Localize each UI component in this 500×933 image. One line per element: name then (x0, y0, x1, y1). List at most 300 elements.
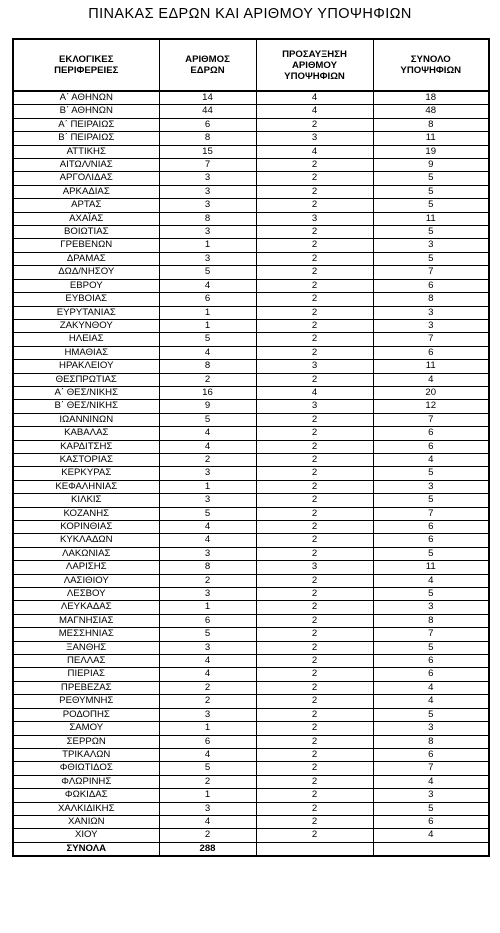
cell-seats: 8 (159, 212, 256, 225)
cell-region: ΜΕΣΣΗΝΙΑΣ (13, 628, 159, 641)
cell-total: 5 (373, 172, 489, 185)
table-row (13, 132, 489, 145)
table-row (13, 762, 489, 775)
cell-seats: 1 (159, 480, 256, 493)
cell-region: ΚΑΣΤΟΡΙΑΣ (13, 453, 159, 466)
cell-region: ΗΛΕΙΑΣ (13, 333, 159, 346)
table-row (13, 386, 489, 399)
cell-increase: 2 (256, 306, 373, 319)
cell-seats: 2 (159, 681, 256, 694)
table-row (13, 507, 489, 520)
cell-total: 8 (373, 293, 489, 306)
cell-seats: 9 (159, 400, 256, 413)
cell-seats: 6 (159, 118, 256, 131)
cell-region: Α΄ ΠΕΙΡΑΙΩΣ (13, 118, 159, 131)
cell-total: 6 (373, 655, 489, 668)
cell-seats: 6 (159, 735, 256, 748)
table-row (13, 252, 489, 265)
table-row (13, 440, 489, 453)
table-row (13, 561, 489, 574)
cell-total: 6 (373, 748, 489, 761)
cell-total: 11 (373, 132, 489, 145)
cell-increase: 4 (256, 105, 373, 118)
cell-total: 4 (373, 695, 489, 708)
table-row (13, 802, 489, 815)
header-increase-line-2: ΑΡΙΘΜΟΥ (291, 59, 338, 71)
cell-increase: 2 (256, 453, 373, 466)
cell-seats: 44 (159, 105, 256, 118)
cell-increase: 2 (256, 118, 373, 131)
totals-row (13, 842, 489, 856)
table-row (13, 735, 489, 748)
cell-total: 3 (373, 789, 489, 802)
table-row (13, 695, 489, 708)
cell-region: Β΄ ΠΕΙΡΑΙΩΣ (13, 132, 159, 145)
table-row (13, 534, 489, 547)
cell-region: ΚΕΡΚΥΡΑΣ (13, 467, 159, 480)
header-increase-line-3: ΥΠΟΨΗΦΙΩΝ (284, 70, 345, 82)
cell-region: ΙΩΑΝΝΙΝΩΝ (13, 413, 159, 426)
cell-region: ΧΙΟΥ (13, 829, 159, 842)
cell-seats: 5 (159, 413, 256, 426)
cell-seats: 5 (159, 266, 256, 279)
cell-seats: 2 (159, 829, 256, 842)
cell-increase: 2 (256, 628, 373, 641)
cell-total: 5 (373, 494, 489, 507)
cell-region: ΘΕΣΠΡΩΤΙΑΣ (13, 373, 159, 386)
cell-total: 5 (373, 226, 489, 239)
cell-total: 7 (373, 333, 489, 346)
table-row (13, 91, 489, 105)
cell-increase: 2 (256, 668, 373, 681)
table-row (13, 722, 489, 735)
totals-label: ΣΥΝΟΛΑ (13, 842, 159, 856)
cell-seats: 15 (159, 145, 256, 158)
cell-region: ΞΑΝΘΗΣ (13, 641, 159, 654)
cell-seats: 6 (159, 293, 256, 306)
cell-total: 7 (373, 413, 489, 426)
cell-seats: 3 (159, 547, 256, 560)
cell-region: ΡΕΘΥΜΝΗΣ (13, 695, 159, 708)
header-row (13, 39, 489, 91)
cell-total: 11 (373, 212, 489, 225)
cell-region: ΑΡΚΑΔΙΑΣ (13, 185, 159, 198)
header-region (13, 39, 159, 91)
table-row (13, 815, 489, 828)
table-row (13, 641, 489, 654)
cell-increase: 2 (256, 708, 373, 721)
table-row (13, 212, 489, 225)
cell-region: ΑΙΤΩΛ/ΝΙΑΣ (13, 159, 159, 172)
cell-total: 3 (373, 319, 489, 332)
cell-total: 4 (373, 681, 489, 694)
cell-region: ΚΥΚΛΑΔΩΝ (13, 534, 159, 547)
cell-seats: 5 (159, 507, 256, 520)
table-row (13, 681, 489, 694)
cell-seats: 1 (159, 319, 256, 332)
cell-increase: 2 (256, 467, 373, 480)
table-row (13, 105, 489, 118)
table-row (13, 279, 489, 292)
cell-total: 3 (373, 601, 489, 614)
cell-total: 3 (373, 722, 489, 735)
cell-region: ΑΤΤΙΚΗΣ (13, 145, 159, 158)
cell-seats: 3 (159, 641, 256, 654)
cell-total: 6 (373, 668, 489, 681)
cell-total: 5 (373, 588, 489, 601)
cell-seats: 1 (159, 789, 256, 802)
totals-seats: 288 (159, 842, 256, 856)
cell-increase: 2 (256, 172, 373, 185)
cell-total: 3 (373, 239, 489, 252)
table-row (13, 521, 489, 534)
cell-region: ΡΟΔΟΠΗΣ (13, 708, 159, 721)
header-total-line-1: ΣΥΝΟΛΟ (410, 54, 451, 65)
cell-seats: 3 (159, 802, 256, 815)
cell-increase: 4 (256, 386, 373, 399)
cell-increase: 2 (256, 601, 373, 614)
cell-increase: 2 (256, 239, 373, 252)
cell-total: 4 (373, 453, 489, 466)
table-row (13, 118, 489, 131)
cell-increase: 2 (256, 655, 373, 668)
cell-seats: 1 (159, 722, 256, 735)
table-body (13, 91, 489, 842)
cell-increase: 2 (256, 440, 373, 453)
cell-increase: 2 (256, 614, 373, 627)
cell-seats: 3 (159, 467, 256, 480)
header-region-line-1: ΕΚΛΟΓΙΚΕΣ (59, 54, 114, 65)
cell-region: ΚΙΛΚΙΣ (13, 494, 159, 507)
cell-seats: 3 (159, 252, 256, 265)
cell-region: ΔΩΔ/ΝΗΣΟΥ (13, 266, 159, 279)
cell-total: 5 (373, 199, 489, 212)
cell-increase: 2 (256, 373, 373, 386)
cell-seats: 2 (159, 695, 256, 708)
cell-increase: 2 (256, 534, 373, 547)
cell-total: 4 (373, 373, 489, 386)
table-row (13, 293, 489, 306)
cell-region: ΦΛΩΡΙΝΗΣ (13, 775, 159, 788)
cell-region: ΑΡΓΟΛΙΔΑΣ (13, 172, 159, 185)
cell-increase: 3 (256, 212, 373, 225)
cell-seats: 2 (159, 373, 256, 386)
cell-increase: 2 (256, 521, 373, 534)
cell-seats: 6 (159, 614, 256, 627)
cell-increase: 2 (256, 480, 373, 493)
cell-increase: 2 (256, 427, 373, 440)
table-row (13, 306, 489, 319)
cell-increase: 2 (256, 762, 373, 775)
cell-increase: 2 (256, 815, 373, 828)
cell-region: ΕΥΡΥΤΑΝΙΑΣ (13, 306, 159, 319)
cell-total: 5 (373, 252, 489, 265)
table-row (13, 668, 489, 681)
cell-total: 19 (373, 145, 489, 158)
cell-region: ΣΕΡΡΩΝ (13, 735, 159, 748)
cell-seats: 14 (159, 91, 256, 105)
cell-region: ΔΡΑΜΑΣ (13, 252, 159, 265)
cell-region: ΗΡΑΚΛΕΙΟΥ (13, 360, 159, 373)
cell-region: ΛΕΥΚΑΔΑΣ (13, 601, 159, 614)
cell-total: 5 (373, 802, 489, 815)
cell-increase: 2 (256, 266, 373, 279)
table-row (13, 494, 489, 507)
cell-increase: 2 (256, 641, 373, 654)
table-row (13, 574, 489, 587)
cell-seats: 3 (159, 172, 256, 185)
header-seats-line-2: ΕΔΡΩΝ (190, 65, 225, 76)
totals-increase (256, 842, 373, 856)
cell-seats: 1 (159, 306, 256, 319)
header-region-line-2: ΠΕΡΙΦΕΡΕΙΕΣ (54, 65, 119, 76)
cell-seats: 2 (159, 453, 256, 466)
header-increase (256, 39, 373, 91)
table-row (13, 145, 489, 158)
cell-region: ΕΥΒΟΙΑΣ (13, 293, 159, 306)
cell-increase: 2 (256, 775, 373, 788)
cell-seats: 2 (159, 775, 256, 788)
cell-increase: 2 (256, 748, 373, 761)
cell-increase: 2 (256, 413, 373, 426)
cell-increase: 2 (256, 695, 373, 708)
cell-region: ΑΡΤΑΣ (13, 199, 159, 212)
table-row (13, 346, 489, 359)
cell-total: 5 (373, 185, 489, 198)
cell-total: 20 (373, 386, 489, 399)
cell-increase: 2 (256, 547, 373, 560)
cell-region: ΒΟΙΩΤΙΑΣ (13, 226, 159, 239)
cell-region: ΧΑΝΙΩΝ (13, 815, 159, 828)
cell-seats: 4 (159, 655, 256, 668)
cell-region: ΚΑΡΔΙΤΣΗΣ (13, 440, 159, 453)
cell-region: ΖΑΚΥΝΘΟΥ (13, 319, 159, 332)
cell-seats: 3 (159, 588, 256, 601)
cell-increase: 2 (256, 226, 373, 239)
cell-region: ΤΡΙΚΑΛΩΝ (13, 748, 159, 761)
cell-seats: 4 (159, 534, 256, 547)
cell-seats: 8 (159, 561, 256, 574)
cell-increase: 2 (256, 829, 373, 842)
cell-total: 5 (373, 467, 489, 480)
cell-seats: 8 (159, 360, 256, 373)
cell-seats: 4 (159, 279, 256, 292)
table-row (13, 467, 489, 480)
header-total-line-2: ΥΠΟΨΗΦΙΩΝ (400, 65, 462, 76)
header-seats-line-1: ΑΡΙΘΜΟΣ (185, 54, 230, 65)
cell-total: 3 (373, 480, 489, 493)
table-row (13, 427, 489, 440)
table-row (13, 547, 489, 560)
table-row (13, 655, 489, 668)
cell-seats: 3 (159, 494, 256, 507)
table-row (13, 373, 489, 386)
cell-seats: 1 (159, 601, 256, 614)
totals-total (373, 842, 489, 856)
cell-seats: 16 (159, 386, 256, 399)
table-row (13, 628, 489, 641)
cell-increase: 3 (256, 561, 373, 574)
table-row (13, 708, 489, 721)
cell-total: 7 (373, 266, 489, 279)
cell-increase: 2 (256, 252, 373, 265)
cell-seats: 4 (159, 521, 256, 534)
cell-increase: 3 (256, 400, 373, 413)
cell-increase: 2 (256, 185, 373, 198)
cell-region: ΚΑΒΑΛΑΣ (13, 427, 159, 440)
cell-increase: 2 (256, 789, 373, 802)
cell-total: 8 (373, 735, 489, 748)
cell-region: ΛΕΣΒΟΥ (13, 588, 159, 601)
table-row (13, 226, 489, 239)
cell-region: ΑΧΑΪΑΣ (13, 212, 159, 225)
cell-total: 11 (373, 561, 489, 574)
cell-total: 8 (373, 118, 489, 131)
table-row (13, 360, 489, 373)
cell-region: ΚΕΦΑΛΗΝΙΑΣ (13, 480, 159, 493)
cell-total: 7 (373, 507, 489, 520)
cell-total: 6 (373, 440, 489, 453)
cell-region: ΗΜΑΘΙΑΣ (13, 346, 159, 359)
cell-increase: 4 (256, 145, 373, 158)
table-row (13, 266, 489, 279)
cell-increase: 2 (256, 159, 373, 172)
table-row (13, 185, 489, 198)
cell-increase: 2 (256, 722, 373, 735)
table-row (13, 480, 489, 493)
cell-total: 4 (373, 574, 489, 587)
cell-seats: 4 (159, 815, 256, 828)
cell-region: ΠΕΛΛΑΣ (13, 655, 159, 668)
cell-region: ΦΘΙΩΤΙΔΟΣ (13, 762, 159, 775)
cell-region: ΕΒΡΟΥ (13, 279, 159, 292)
table-row (13, 172, 489, 185)
cell-total: 12 (373, 400, 489, 413)
cell-total: 4 (373, 775, 489, 788)
cell-increase: 2 (256, 681, 373, 694)
cell-region: Α΄ ΑΘΗΝΩΝ (13, 91, 159, 105)
table-row (13, 159, 489, 172)
table-row (13, 748, 489, 761)
table-row (13, 829, 489, 842)
cell-region: ΛΑΡΙΣΗΣ (13, 561, 159, 574)
cell-increase: 2 (256, 319, 373, 332)
cell-seats: 8 (159, 132, 256, 145)
table-row (13, 601, 489, 614)
cell-increase: 2 (256, 293, 373, 306)
table-row (13, 588, 489, 601)
cell-seats: 3 (159, 185, 256, 198)
cell-total: 4 (373, 829, 489, 842)
cell-total: 48 (373, 105, 489, 118)
table-row (13, 413, 489, 426)
cell-region: Β΄ ΘΕΣ/ΝΙΚΗΣ (13, 400, 159, 413)
cell-region: ΣΑΜΟΥ (13, 722, 159, 735)
cell-total: 5 (373, 708, 489, 721)
cell-region: ΜΑΓΝΗΣΙΑΣ (13, 614, 159, 627)
cell-seats: 3 (159, 199, 256, 212)
cell-increase: 2 (256, 588, 373, 601)
table-row (13, 400, 489, 413)
cell-total: 6 (373, 427, 489, 440)
cell-total: 18 (373, 91, 489, 105)
cell-region: ΚΟΖΑΝΗΣ (13, 507, 159, 520)
cell-seats: 1 (159, 239, 256, 252)
cell-increase: 2 (256, 346, 373, 359)
cell-seats: 3 (159, 226, 256, 239)
cell-total: 7 (373, 628, 489, 641)
cell-seats: 4 (159, 440, 256, 453)
cell-seats: 3 (159, 708, 256, 721)
cell-total: 3 (373, 306, 489, 319)
cell-total: 6 (373, 346, 489, 359)
cell-total: 11 (373, 360, 489, 373)
cell-region: ΓΡΕΒΕΝΩΝ (13, 239, 159, 252)
cell-seats: 7 (159, 159, 256, 172)
cell-region: ΠΡΕΒΕΖΑΣ (13, 681, 159, 694)
header-seats (159, 39, 256, 91)
cell-increase: 2 (256, 333, 373, 346)
cell-region: ΛΑΣΙΘΙΟΥ (13, 574, 159, 587)
document-title: ΠΙΝΑΚΑΣ ΕΔΡΩΝ ΚΑΙ ΑΡΙΘΜΟΥ ΥΠΟΨΗΦΙΩΝ (88, 6, 412, 22)
table-row (13, 789, 489, 802)
cell-total: 6 (373, 521, 489, 534)
cell-region: Α΄ ΘΕΣ/ΝΙΚΗΣ (13, 386, 159, 399)
cell-increase: 2 (256, 199, 373, 212)
cell-region: ΦΩΚΙΔΑΣ (13, 789, 159, 802)
cell-seats: 5 (159, 333, 256, 346)
cell-increase: 2 (256, 507, 373, 520)
table-row (13, 199, 489, 212)
cell-increase: 2 (256, 574, 373, 587)
cell-seats: 4 (159, 427, 256, 440)
table-row (13, 239, 489, 252)
cell-seats: 5 (159, 628, 256, 641)
cell-total: 5 (373, 547, 489, 560)
cell-total: 8 (373, 614, 489, 627)
cell-increase: 2 (256, 735, 373, 748)
cell-region: ΧΑΛΚΙΔΙΚΗΣ (13, 802, 159, 815)
cell-seats: 2 (159, 574, 256, 587)
table-row (13, 319, 489, 332)
cell-seats: 4 (159, 748, 256, 761)
cell-seats: 5 (159, 762, 256, 775)
cell-total: 9 (373, 159, 489, 172)
cell-total: 6 (373, 279, 489, 292)
cell-increase: 2 (256, 802, 373, 815)
header-increase-line-1: ΠΡΟΣΑΥΞΗΣΗ (282, 48, 347, 60)
table-row (13, 333, 489, 346)
header-total (373, 39, 489, 91)
cell-total: 5 (373, 641, 489, 654)
cell-total: 6 (373, 534, 489, 547)
cell-increase: 3 (256, 360, 373, 373)
cell-total: 6 (373, 815, 489, 828)
seats-candidates-table (12, 38, 490, 857)
cell-region: Β΄ ΑΘΗΝΩΝ (13, 105, 159, 118)
cell-total: 7 (373, 762, 489, 775)
table-row (13, 614, 489, 627)
cell-increase: 2 (256, 494, 373, 507)
cell-increase: 2 (256, 279, 373, 292)
cell-increase: 3 (256, 132, 373, 145)
cell-increase: 4 (256, 91, 373, 105)
table-row (13, 453, 489, 466)
cell-region: ΚΟΡΙΝΘΙΑΣ (13, 521, 159, 534)
cell-seats: 4 (159, 346, 256, 359)
cell-region: ΠΙΕΡΙΑΣ (13, 668, 159, 681)
cell-seats: 4 (159, 668, 256, 681)
